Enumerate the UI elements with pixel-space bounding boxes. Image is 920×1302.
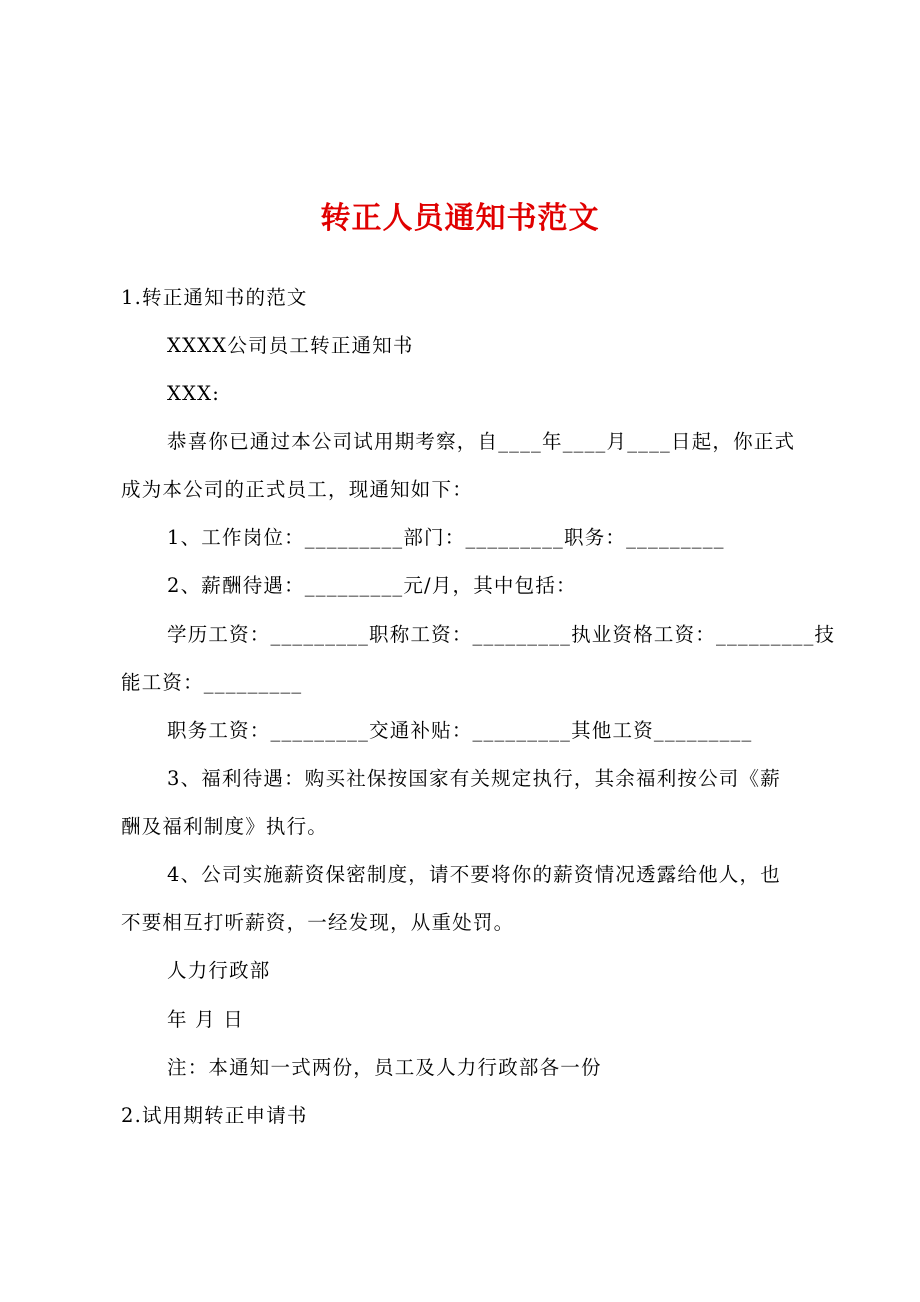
item-benefits: 酬及福利制度》执行。 — [121, 815, 329, 838]
section-heading-1: 1.转正通知书的范文 — [121, 286, 308, 309]
note: 注：本通知一式两份，员工及人力行政部各一份 — [167, 1056, 602, 1079]
notice-heading: XXXX公司员工转正通知书 — [167, 334, 414, 357]
signature-department: 人力行政部 — [167, 959, 271, 982]
item-confidentiality: 不要相互打听薪资，一经发现，从重处罚。 — [121, 911, 515, 934]
paragraph-line: 成为本公司的正式员工，现通知如下： — [121, 478, 473, 501]
salutation: XXX: — [167, 382, 221, 405]
salary-breakdown-line: 能工资：_________ — [121, 671, 303, 694]
document-title: 转正人员通知书范文 — [320, 201, 600, 236]
signature-date: 年 月 日 — [167, 1008, 244, 1031]
item-benefits: 3、福利待遇：购买社保按国家有关规定执行，其余福利按公司《薪 — [167, 767, 781, 790]
salary-breakdown-line: 职务工资：_________交通补贴：_________其他工资_________ — [167, 719, 753, 742]
paragraph-line: 恭喜你已通过本公司试用期考察，自____年____月____日起，你正式 — [167, 430, 796, 453]
salary-breakdown-line: 学历工资：_________职称工资：_________执业资格工资：_________技 — [167, 623, 836, 646]
item-confidentiality: 4、公司实施薪资保密制度，请不要将你的薪资情况透露给他人，也 — [167, 863, 781, 886]
section-heading-2: 2.试用期转正申请书 — [121, 1104, 308, 1127]
item-salary: 2、薪酬待遇：_________元/月，其中包括： — [167, 574, 577, 597]
item-position: 1、工作岗位：_________部门：_________职务：_________ — [167, 526, 725, 549]
